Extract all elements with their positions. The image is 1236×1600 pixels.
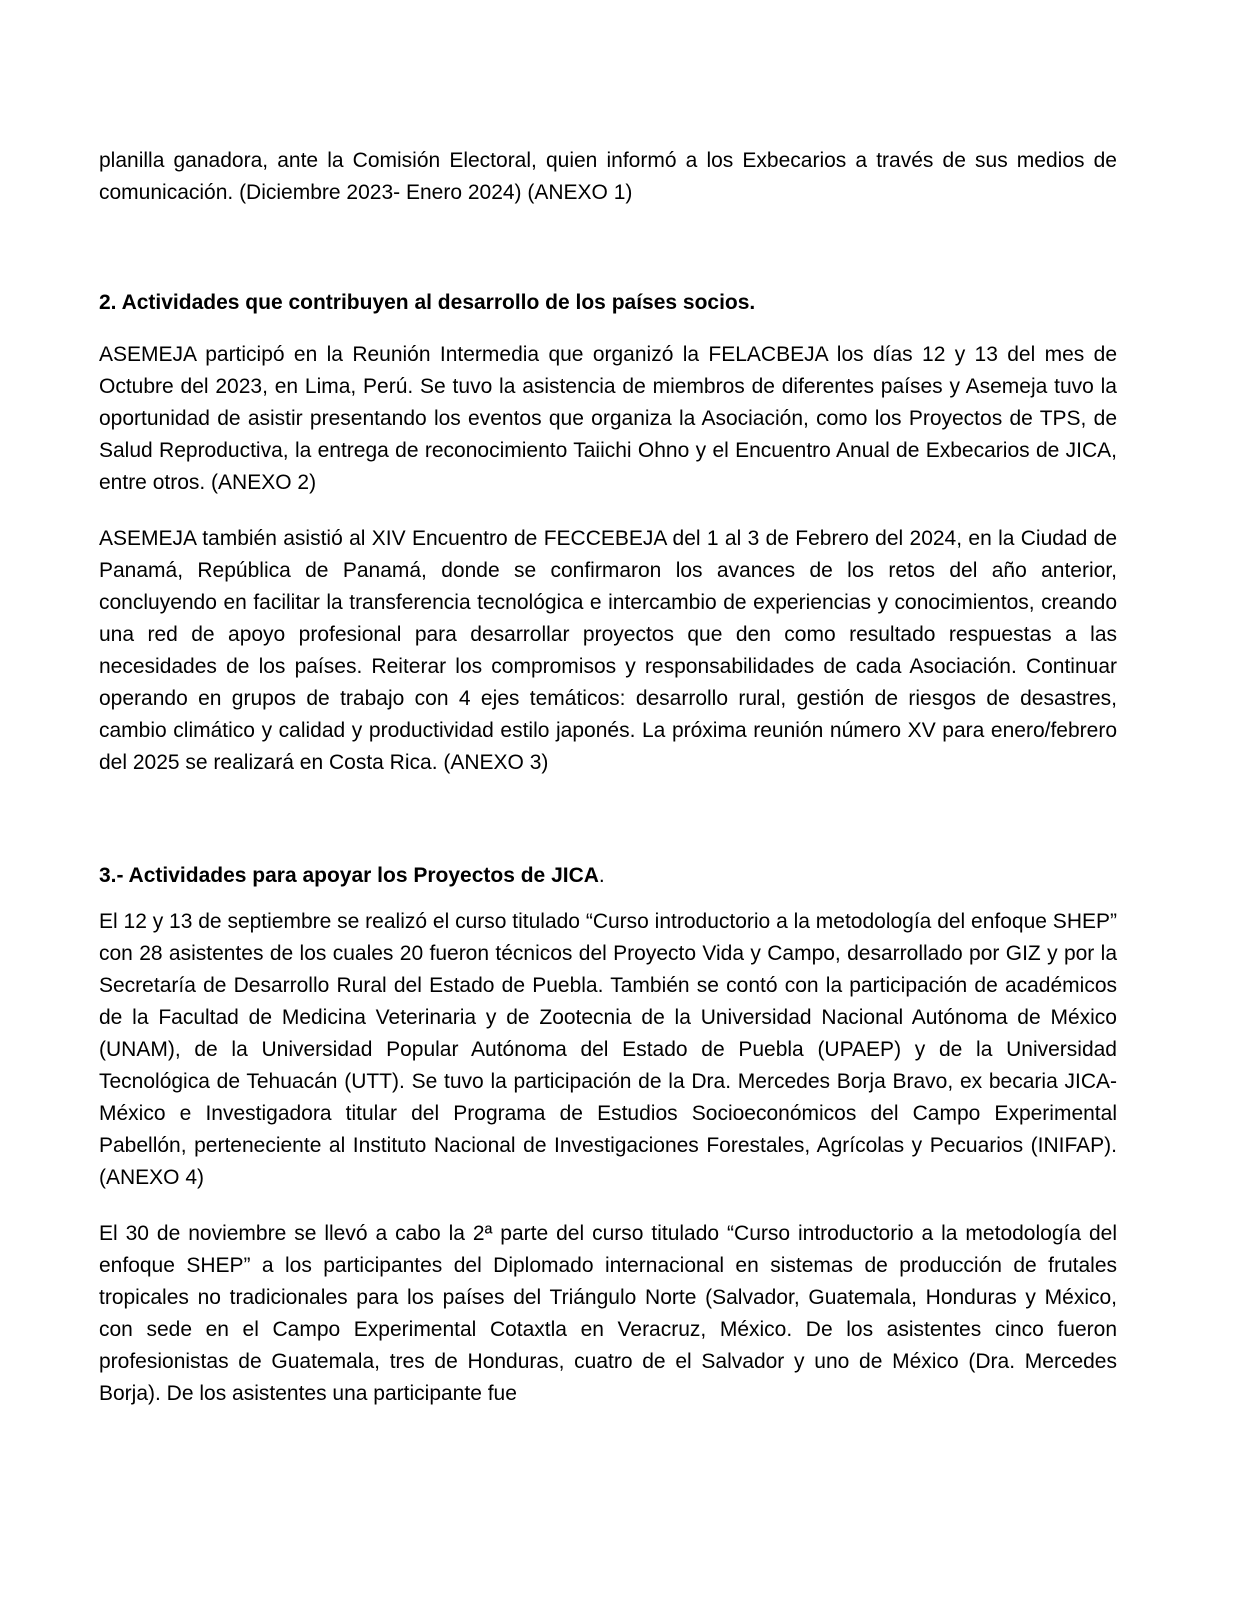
section-3-heading-period: . bbox=[598, 864, 605, 887]
section-3-heading-bold-text: 3.- Actividades para apoyar los Proyectos de JICA bbox=[99, 864, 599, 887]
section-2-paragraph-2: ASEMEJA también asistió al XIV Encuentro de FECCEBEJA del 1 al 3 de Febrero del 2024, en la Ciudad de Panamá, República de Panamá, donde se confirmaron los avances de los retos del año anterior, concluyendo en facilitar la transferencia tecnológica e intercambio de experiencias y conocimientos, creando una red de apoyo profesional para desarrollar proyectos que den como resultado respuestas a las necesidades de los países. Reiterar los compromisos y responsabilidades de cada Asociación. Continuar operando en grupos de trabajo con 4 ejes temáticos: desarrollo rural, gestión de riesgos de desastres, cambio climático y calidad y productividad estilo japonés. La próxima reunión número XV para enero/febrero del 2025 se realizará en Costa Rica. (ANEXO 3) bbox=[99, 527, 1117, 774]
section-2-heading: 2. Actividades que contribuyen al desarrollo de los países socios. bbox=[99, 291, 756, 314]
section-3-heading bbox=[99, 860, 1117, 892]
section-3-paragraph-2: El 30 de noviembre se llevó a cabo la 2ª parte del curso titulado “Curso introductorio a la metodología del enfoque SHEP” a los participantes del Diplomado internacional en sistemas de producción de frutales tropicales no tradicionales para los países del Triángulo Norte (Salvador, Guatemala, Honduras y México, con sede en el Campo Experimental Cotaxtla en Veracruz, México. De los asistentes cinco fueron profesionistas de Guatemala, tres de Honduras, cuatro de el Salvador y uno de México (Dra. Mercedes Borja). De los asistentes una participante fue bbox=[99, 1222, 1117, 1405]
section-3-paragraph-1: El 12 y 13 de septiembre se realizó el curso titulado “Curso introductorio a la metodología del enfoque SHEP” con 28 asistentes de los cuales 20 fueron técnicos del Proyecto Vida y Campo, desarrollado por GIZ y por la Secretaría de Desarrollo Rural del Estado de Puebla. También se contó con la participación de académicos de la Facultad de Medicina Veterinaria y de Zootecnia de la Universidad Nacional Autónoma de México (UNAM), de la Universidad Popular Autónoma del Estado de Puebla (UPAEP) y de la Universidad Tecnológica de Tehuacán (UTT). Se tuvo la participación de la Dra. Mercedes Borja Bravo, ex becaria JICA- México e Investigadora titular del Programa de Estudios Socioeconómicos del Campo Experimental Pabellón, perteneciente al Instituto Nacional de Investigaciones Forestales, Agrícolas y Pecuarios (INIFAP). (ANEXO 4) bbox=[99, 910, 1117, 1189]
section-2-paragraph-1: ASEMEJA participó en la Reunión Intermedia que organizó la FELACBEJA los días 12 y 13 del mes de Octubre del 2023, en Lima, Perú. Se tuvo la asistencia de miembros de diferentes países y Asemeja tuvo la oportunidad de asistir presentando los eventos que organiza la Asociación, como los Proyectos de TPS, de Salud Reproductiva, la entrega de reconocimiento Taiichi Ohno y el Encuentro Anual de Exbecarios de JICA, entre otros. (ANEXO 2) bbox=[99, 343, 1117, 494]
intro-continuation-paragraph: planilla ganadora, ante la Comisión Electoral, quien informó a los Exbecarios a través de sus medios de comunicación. (Diciembre 2023- Enero 2024) (ANEXO 1) bbox=[99, 149, 1117, 204]
